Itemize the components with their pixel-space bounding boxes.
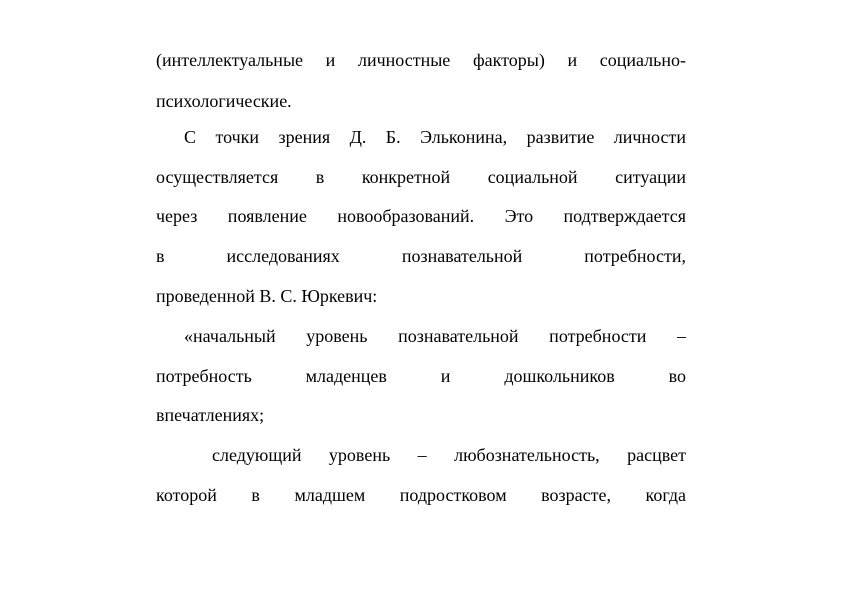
text-line-12: которой в младшем подростковом возрасте, когда xyxy=(156,485,686,505)
text-line-9: потребность младенцев и дошкольников во xyxy=(156,366,686,386)
text-line-11: следующий уровень – любознательность, расцвет xyxy=(212,445,686,465)
text-line-1: (интеллектуальные и личностные факторы) и социально- xyxy=(156,50,686,70)
text-line-5: через появление новообразований. Это подтверждается xyxy=(156,206,686,226)
text-line-3: С точки зрения Д. Б. Эльконина, развитие личности xyxy=(184,127,686,147)
text-line-7: проведенной В. С. Юркевич: xyxy=(156,286,378,306)
text-line-2: психологические. xyxy=(156,91,292,111)
text-line-8: «начальный уровень познавательной потребности – xyxy=(184,326,686,346)
text-line-10: впечатлениях; xyxy=(156,405,265,425)
text-line-6: в исследованиях познавательной потребности, xyxy=(156,246,686,266)
text-line-4: осуществляется в конкретной социальной ситуации xyxy=(156,167,686,187)
